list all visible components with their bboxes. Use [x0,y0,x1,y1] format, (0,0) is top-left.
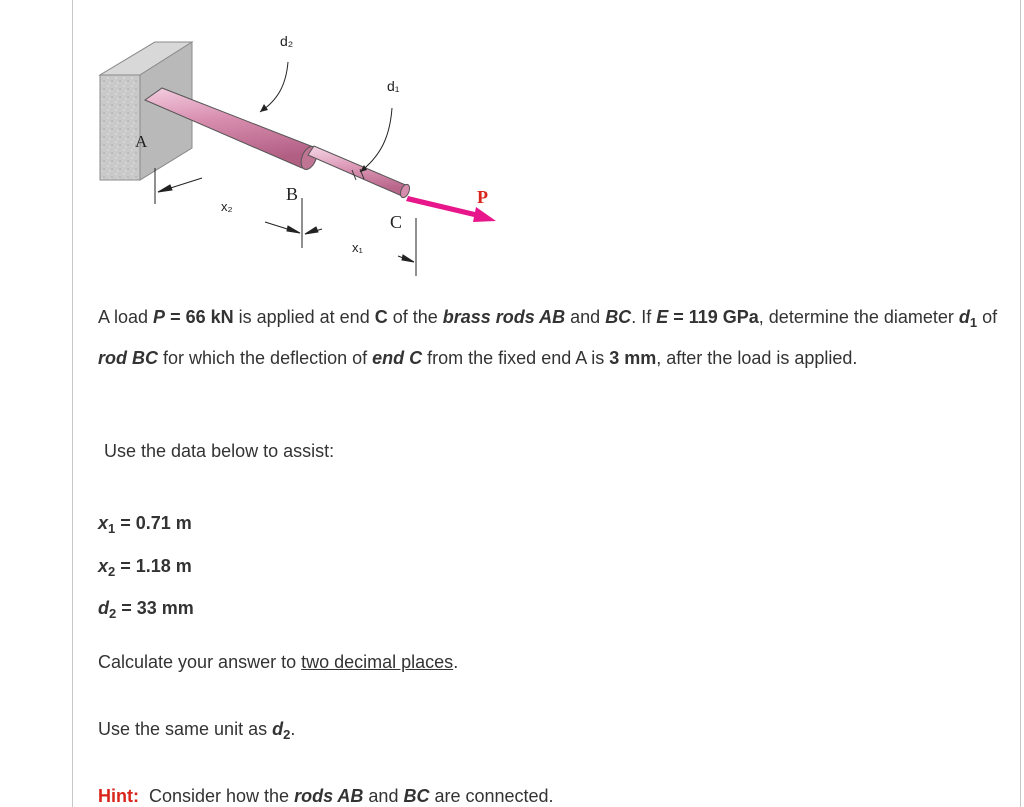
decimal-places-link[interactable]: two decimal places [301,652,454,672]
load-symbol: P [153,307,166,327]
rod-figure [90,20,520,290]
label-c: C [390,212,403,232]
problem-statement: A load P = 66 kN is applied at end C of the brass rods AB and BC. If E = 119 GPa, determine the diameter $d_1$ of rod BC for which the deflection of end C from the fixed end A is 3 mm, after the load is applied. [98,307,998,368]
label-x2: x₂ [221,199,233,214]
rod-bc [308,146,411,199]
label-d2: d₂ [280,33,294,49]
load-value: = 66 kN [165,307,234,327]
data-row-d2: $d_2 = 33$ mm [98,598,194,621]
label-a: A [135,132,148,151]
frame-left-border [72,0,73,807]
given-data [98,505,194,633]
label-b: B [286,184,299,204]
label-d1: d₁ [387,78,400,94]
assist-text: Use the data below to assist: [104,441,335,461]
modulus-value: = 119 GPa [668,307,759,327]
hint-label: Hint: [98,786,139,806]
rod-diagram [90,20,520,290]
unit-instruction: Use the same unit as $d_2$. [98,719,296,742]
data-row-x2: $x_2 = 1.18$ m [98,555,192,579]
label-x1: x₁ [352,240,363,255]
material: brass rods AB [442,307,566,327]
deflection-value: 3 mm [609,347,657,368]
modulus-symbol: E [656,307,669,327]
label-p: P [477,187,488,207]
hint-text: Hint: Consider how the rods AB and BC are connected. [98,786,554,806]
data-row-x1: $x_1 = 0.71$ m [98,513,192,536]
frame-right-border [1020,0,1021,807]
calc-instruction: Calculate your answer to two decimal places. [98,652,459,672]
